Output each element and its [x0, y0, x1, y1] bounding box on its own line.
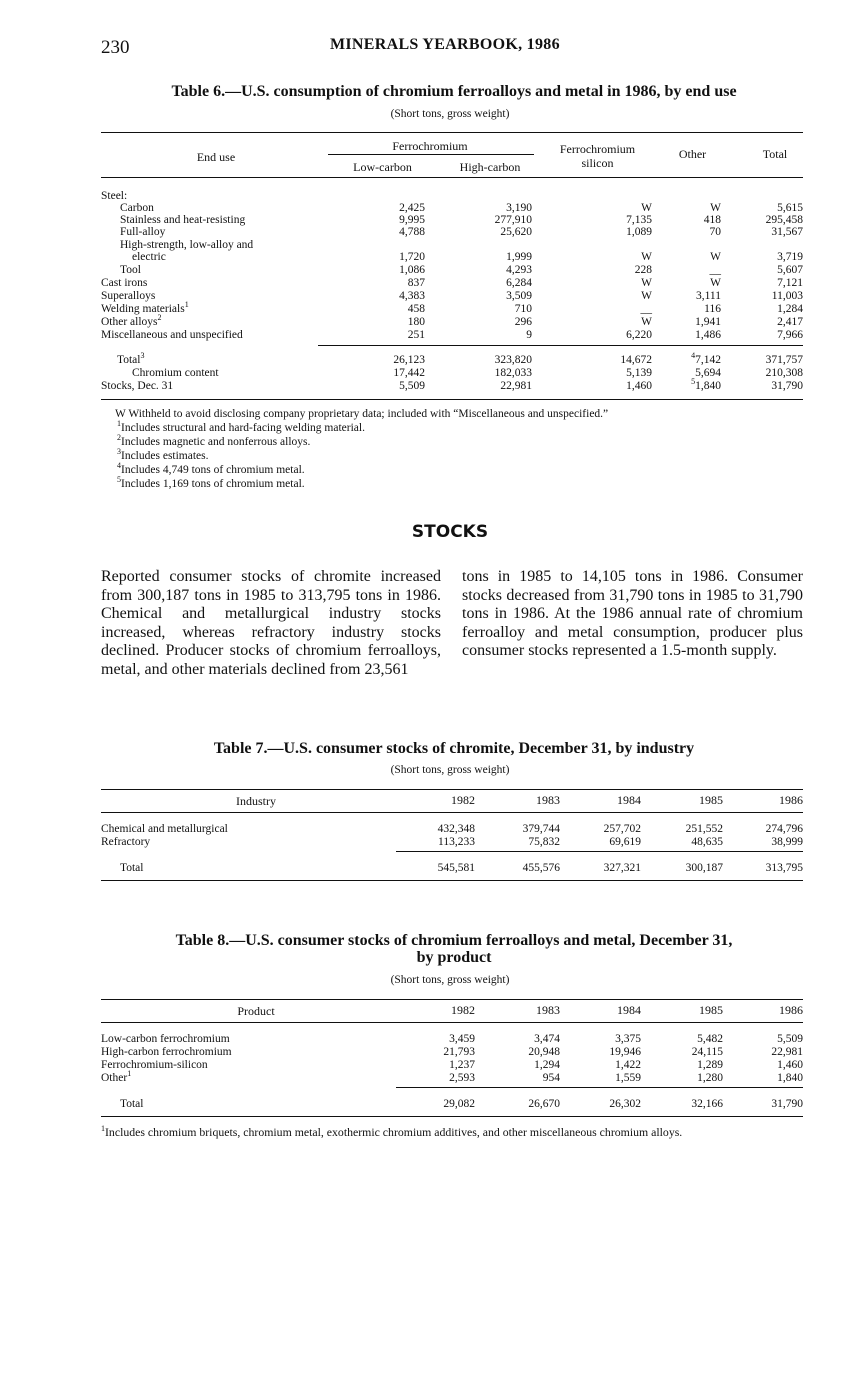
- table-cell: W: [641, 290, 652, 302]
- row-label-footnote-mark: 3: [140, 351, 145, 361]
- footnote: [117, 435, 310, 449]
- table-6-header-fc-silicon: [545, 142, 650, 170]
- table-cell: 327,321: [603, 862, 641, 874]
- table-cell: 21,793: [443, 1046, 475, 1058]
- table-row-label: [132, 251, 166, 264]
- footnote-mark: 4: [117, 461, 121, 471]
- table-header-year: 1984: [617, 1003, 641, 1017]
- table-cell: 323,820: [494, 354, 532, 366]
- table-6-header-fc-silicon-line2: silicon: [581, 156, 614, 170]
- table-header-label: Product: [237, 1004, 275, 1018]
- table-header-year: 1982: [451, 1003, 475, 1017]
- table-cell: 20,948: [528, 1046, 560, 1058]
- table-6-header-high-carbon: High-carbon: [459, 160, 521, 174]
- footnote: [117, 463, 305, 477]
- table-cell: 1,460: [777, 1059, 803, 1071]
- table-cell: 22,981: [771, 1046, 803, 1058]
- table-row-label: [101, 1046, 232, 1059]
- row-label-text: Stocks, Dec. 31: [101, 380, 174, 392]
- footnote-text: W Withheld to avoid disclosing company proprietary data; included with “Miscellaneous and unspecified.”: [115, 408, 609, 420]
- table-cell: 1,294: [534, 1059, 560, 1071]
- table-cell: 251: [407, 329, 425, 341]
- table-cell: 17,442: [393, 367, 425, 379]
- table-cell: 5,139: [626, 367, 652, 379]
- table-cell: 710: [514, 303, 532, 315]
- row-label-text: Carbon: [120, 202, 154, 214]
- table-row-label: [101, 1059, 208, 1072]
- table-cell: W: [641, 316, 652, 328]
- table-cell: 1,280: [697, 1072, 723, 1084]
- footnote-text: Includes structural and hard-facing welding material.: [121, 422, 365, 434]
- table-cell: 274,796: [765, 823, 803, 835]
- table-cell: W: [710, 251, 721, 263]
- table-cell: W: [710, 202, 721, 214]
- row-label-text: Other alloys: [101, 316, 158, 328]
- table-cell: 4,788: [399, 226, 425, 238]
- table-cell: $^5$1,840: [691, 377, 721, 392]
- table-cell: 954: [542, 1072, 560, 1084]
- table-subtotal-rule: [396, 1087, 803, 1088]
- table-cell: 277,910: [494, 214, 532, 226]
- row-label-text: High-strength, low-alloy and: [120, 239, 254, 251]
- table-7-title: Table 7.—U.S. consumer stocks of chromite, December 31, by industry: [213, 740, 695, 757]
- table-cell: 182,033: [494, 367, 532, 379]
- stocks-heading: STOCKS: [411, 522, 489, 542]
- table-cell: 295,458: [765, 214, 803, 226]
- table-6-top-rule: [101, 132, 803, 133]
- table-cell: 31,790: [771, 1098, 803, 1110]
- table-cell: W: [710, 277, 721, 289]
- stocks-paragraph-left: Reported consumer stocks of chromite increased from 300,187 tons in 1985 to 313,795 tons in 1986. Chemical and metallurgical industry stocks increased, whereas refractory industry stocks declined. Producer stocks of chromium ferroalloys, metal, and other materials declined from 23,561: [101, 568, 441, 678]
- table-6-header-ferrochromium: Ferrochromium: [392, 139, 468, 153]
- table-cell: 3,459: [449, 1033, 475, 1045]
- table-6-header-total: Total: [762, 147, 788, 161]
- row-label-text: High-carbon ferrochromium: [101, 1046, 232, 1058]
- table-cell: 70: [709, 226, 721, 238]
- row-label-text: Miscellaneous and unspecified: [101, 329, 243, 341]
- table-cell: 1,840: [777, 1072, 803, 1084]
- row-label-text: Low-carbon ferrochromium: [101, 1033, 230, 1045]
- table-cell: 7,121: [777, 277, 803, 289]
- table-7-top-rule: [101, 789, 803, 790]
- page-number: 230: [101, 37, 130, 58]
- row-label-text: Chemical and metallurgical: [101, 823, 228, 835]
- table-cell: 29,082: [443, 1098, 475, 1110]
- row-label-text: Stainless and heat-resisting: [120, 214, 246, 226]
- table-header-year: 1982: [451, 793, 475, 807]
- table-header-year: 1986: [779, 1003, 803, 1017]
- table-header-year: 1983: [536, 1003, 560, 1017]
- table-row-label: [101, 836, 150, 849]
- table-cell: 3,719: [777, 251, 803, 263]
- table-cell: 379,744: [522, 823, 560, 835]
- table-cell: 14,672: [620, 354, 652, 366]
- table-cell: 4,383: [399, 290, 425, 302]
- table-6-header-rule: [101, 177, 803, 178]
- table-row-label: [101, 380, 173, 393]
- table-cell: 458: [407, 303, 425, 315]
- table-cell: 3,111: [695, 290, 721, 302]
- table-row-label: [101, 1069, 132, 1085]
- table-header-rule: [101, 1022, 803, 1023]
- footnote: [117, 477, 305, 491]
- table-8-subtitle: (Short tons, gross weight): [390, 974, 510, 986]
- row-label-text: Ferrochromium-silicon: [101, 1059, 208, 1071]
- table-cell: 22,981: [500, 380, 532, 392]
- table-cell: 371,757: [765, 354, 803, 366]
- table-cell: 210,308: [765, 367, 803, 379]
- table-cell: $^4$7,142: [691, 351, 721, 366]
- table-header-year: 1985: [699, 793, 723, 807]
- table-cell: 3,474: [534, 1033, 560, 1045]
- table-cell: 3,375: [615, 1033, 641, 1045]
- table-cell: 1,089: [626, 226, 652, 238]
- table-bottom-rule: [101, 1116, 803, 1117]
- table-cell: 257,702: [603, 823, 641, 835]
- footnote-text: Includes 1,169 tons of chromium metal.: [121, 478, 305, 490]
- table-cell: 26,670: [528, 1098, 560, 1110]
- table-bottom-rule: [101, 880, 803, 881]
- table-header-year: 1985: [699, 1003, 723, 1017]
- footnote: [117, 421, 365, 435]
- table-8-top-rule: [101, 999, 803, 1000]
- table-row-label: [120, 264, 141, 277]
- table-cell: 9: [526, 329, 532, 341]
- table-cell: 5,694: [695, 367, 721, 379]
- table-cell: __: [640, 303, 652, 315]
- table-8-title-line1: Table 8.—U.S. consumer stocks of chromium ferroalloys and metal, December 31,: [175, 932, 733, 949]
- row-label-text: Full-alloy: [120, 226, 166, 238]
- table-cell: 300,187: [685, 862, 723, 874]
- table-6-bottom-rule: [101, 399, 803, 400]
- table-cell: 11,003: [771, 290, 803, 302]
- table-cell: 418: [703, 214, 721, 226]
- cell-footnote-mark: 4: [691, 351, 696, 361]
- table-cell: 1,559: [615, 1072, 641, 1084]
- table-cell: 228: [634, 264, 652, 276]
- footnote-mark: 3: [117, 447, 121, 457]
- row-label-text: Refractory: [101, 836, 151, 848]
- table-row-label: [101, 313, 162, 329]
- table-6-subtotal-rule: [318, 345, 803, 346]
- table-cell: 251,552: [685, 823, 723, 835]
- table-cell: 2,593: [449, 1072, 475, 1084]
- table-8-footnote-mark: 1: [101, 1124, 105, 1134]
- table-7-subtitle: (Short tons, gross weight): [390, 764, 510, 776]
- table-cell: 31,790: [771, 380, 803, 392]
- table-subtotal-rule: [396, 851, 803, 852]
- footnote-text: Includes 4,749 tons of chromium metal.: [121, 464, 305, 476]
- table-cell: 7,966: [777, 329, 803, 341]
- table-cell: 455,576: [522, 862, 560, 874]
- table-6-header-fc-silicon-line1: Ferrochromium: [559, 142, 636, 156]
- table-cell: 1,720: [399, 251, 425, 263]
- table-row-label: [101, 823, 228, 836]
- row-label-text: electric: [132, 251, 166, 263]
- table-row-label: [132, 367, 219, 380]
- table-header-year: 1984: [617, 793, 641, 807]
- table-cell: __: [709, 264, 721, 276]
- table-cell: 7,135: [626, 214, 652, 226]
- table-row-label: [101, 277, 147, 290]
- table-row-label: [117, 351, 145, 367]
- table-cell: 116: [704, 303, 721, 315]
- table-cell: 5,482: [697, 1033, 723, 1045]
- table-cell: 1,941: [695, 316, 721, 328]
- running-head: MINERALS YEARBOOK, 1986: [330, 36, 560, 53]
- table-header-label: Industry: [236, 794, 276, 808]
- footnote: [117, 449, 209, 463]
- table-cell: 26,123: [393, 354, 425, 366]
- table-cell: 5,615: [777, 202, 803, 214]
- table-6-header-low-carbon: Low-carbon: [353, 160, 412, 174]
- table-8-footnote: [101, 1125, 804, 1139]
- footnote-text: Includes magnetic and nonferrous alloys.: [121, 436, 311, 448]
- table-cell: 31,567: [771, 226, 803, 238]
- table-cell: 6,284: [506, 277, 532, 289]
- table-cell: 9,995: [399, 214, 425, 226]
- table-cell: 1,086: [399, 264, 425, 276]
- row-label-text: Other: [101, 1072, 128, 1084]
- table-cell: 1,284: [777, 303, 803, 315]
- table-cell: 6,220: [626, 329, 652, 341]
- row-label-footnote-mark: 1: [127, 1069, 132, 1079]
- table-6-group-rule: [328, 154, 534, 155]
- footnote-mark: 5: [117, 475, 121, 485]
- table-cell: W: [641, 202, 652, 214]
- row-label-footnote-mark: 1: [184, 300, 189, 310]
- table-row-label: [101, 329, 243, 342]
- table-cell: 32,166: [691, 1098, 723, 1110]
- table-row-label: [101, 300, 189, 316]
- row-label-text: Superalloys: [101, 290, 156, 302]
- table-cell: 4,293: [506, 264, 532, 276]
- table-cell: 837: [407, 277, 425, 289]
- table-cell: 113,233: [438, 836, 475, 848]
- row-label-text: Chromium content: [132, 367, 219, 379]
- row-label-text: Total: [120, 862, 144, 874]
- table-cell: 25,620: [500, 226, 532, 238]
- row-label-footnote-mark: 2: [157, 313, 162, 323]
- table-8-title-line2: by product: [416, 949, 492, 966]
- table-header-rule: [101, 812, 803, 813]
- table-cell: 2,417: [777, 316, 803, 328]
- table-cell: 3,509: [506, 290, 532, 302]
- table-cell: 5,509: [777, 1033, 803, 1045]
- table-cell: 313,795: [765, 862, 803, 874]
- table-header-year: 1983: [536, 793, 560, 807]
- table-cell: 19,946: [609, 1046, 641, 1058]
- table-cell: 5,607: [777, 264, 803, 276]
- table-cell: W: [641, 251, 652, 263]
- row-label-text: Total: [117, 354, 141, 366]
- table-cell: 1,289: [697, 1059, 723, 1071]
- table-cell: 38,999: [771, 836, 803, 848]
- footnote: [115, 407, 608, 421]
- table-6-subtitle: (Short tons, gross weight): [390, 108, 510, 120]
- table-cell: 48,635: [691, 836, 723, 848]
- table-cell: 3,190: [506, 202, 532, 214]
- table-cell: 432,348: [437, 823, 475, 835]
- table-row-label: [101, 1033, 230, 1046]
- table-row-label: [101, 290, 155, 303]
- table-8-footnote-text: Includes chromium briquets, chromium metal, exothermic chromium additives, and other miscellaneous chromium alloys.: [105, 1125, 683, 1139]
- table-cell: 1,999: [506, 251, 532, 263]
- table-cell: 2,425: [399, 202, 425, 214]
- table-cell: 296: [514, 316, 532, 328]
- table-6-header-end-use: End use: [196, 150, 236, 164]
- table-cell: 1,460: [626, 380, 652, 392]
- row-label-text: Steel:: [101, 190, 128, 202]
- table-cell: W: [641, 277, 652, 289]
- table-cell: 1,237: [449, 1059, 475, 1071]
- table-cell: 1,422: [615, 1059, 641, 1071]
- row-label-text: Tool: [120, 264, 141, 276]
- row-label-text: Total: [120, 1098, 144, 1110]
- table-cell: 69,619: [609, 836, 641, 848]
- table-header-year: 1986: [779, 793, 803, 807]
- cell-footnote-mark: 5: [691, 377, 696, 387]
- table-row-label: [120, 226, 165, 239]
- table-cell: 1,486: [695, 329, 721, 341]
- table-cell: 5,509: [399, 380, 425, 392]
- table-cell: 26,302: [609, 1098, 641, 1110]
- footnote-text: Includes estimates.: [121, 450, 209, 462]
- footnote-mark: 1: [117, 419, 121, 429]
- footnote-mark: 2: [117, 433, 121, 443]
- row-label-text: Cast irons: [101, 277, 148, 289]
- table-cell: 75,832: [528, 836, 560, 848]
- row-label-text: Welding materials: [101, 303, 185, 315]
- table-6-title: Table 6.—U.S. consumption of chromium ferroalloys and metal in 1986, by end use: [171, 83, 737, 100]
- table-row-label: [120, 862, 143, 875]
- stocks-paragraph-right: tons in 1985 to 14,105 tons in 1986. Consumer stocks decreased from 31,790 tons in 1985 to 31,790 tons in 1986. At the 1986 annual rate of chromium ferroalloy and metal consumption, producer plus consumer stocks represented a 1.5-month supply.: [462, 568, 803, 660]
- table-cell: 180: [407, 316, 425, 328]
- table-row-label: [120, 1098, 143, 1111]
- table-6-header-other: Other: [678, 147, 707, 161]
- table-cell: 24,115: [691, 1046, 723, 1058]
- table-cell: 545,581: [437, 862, 475, 874]
